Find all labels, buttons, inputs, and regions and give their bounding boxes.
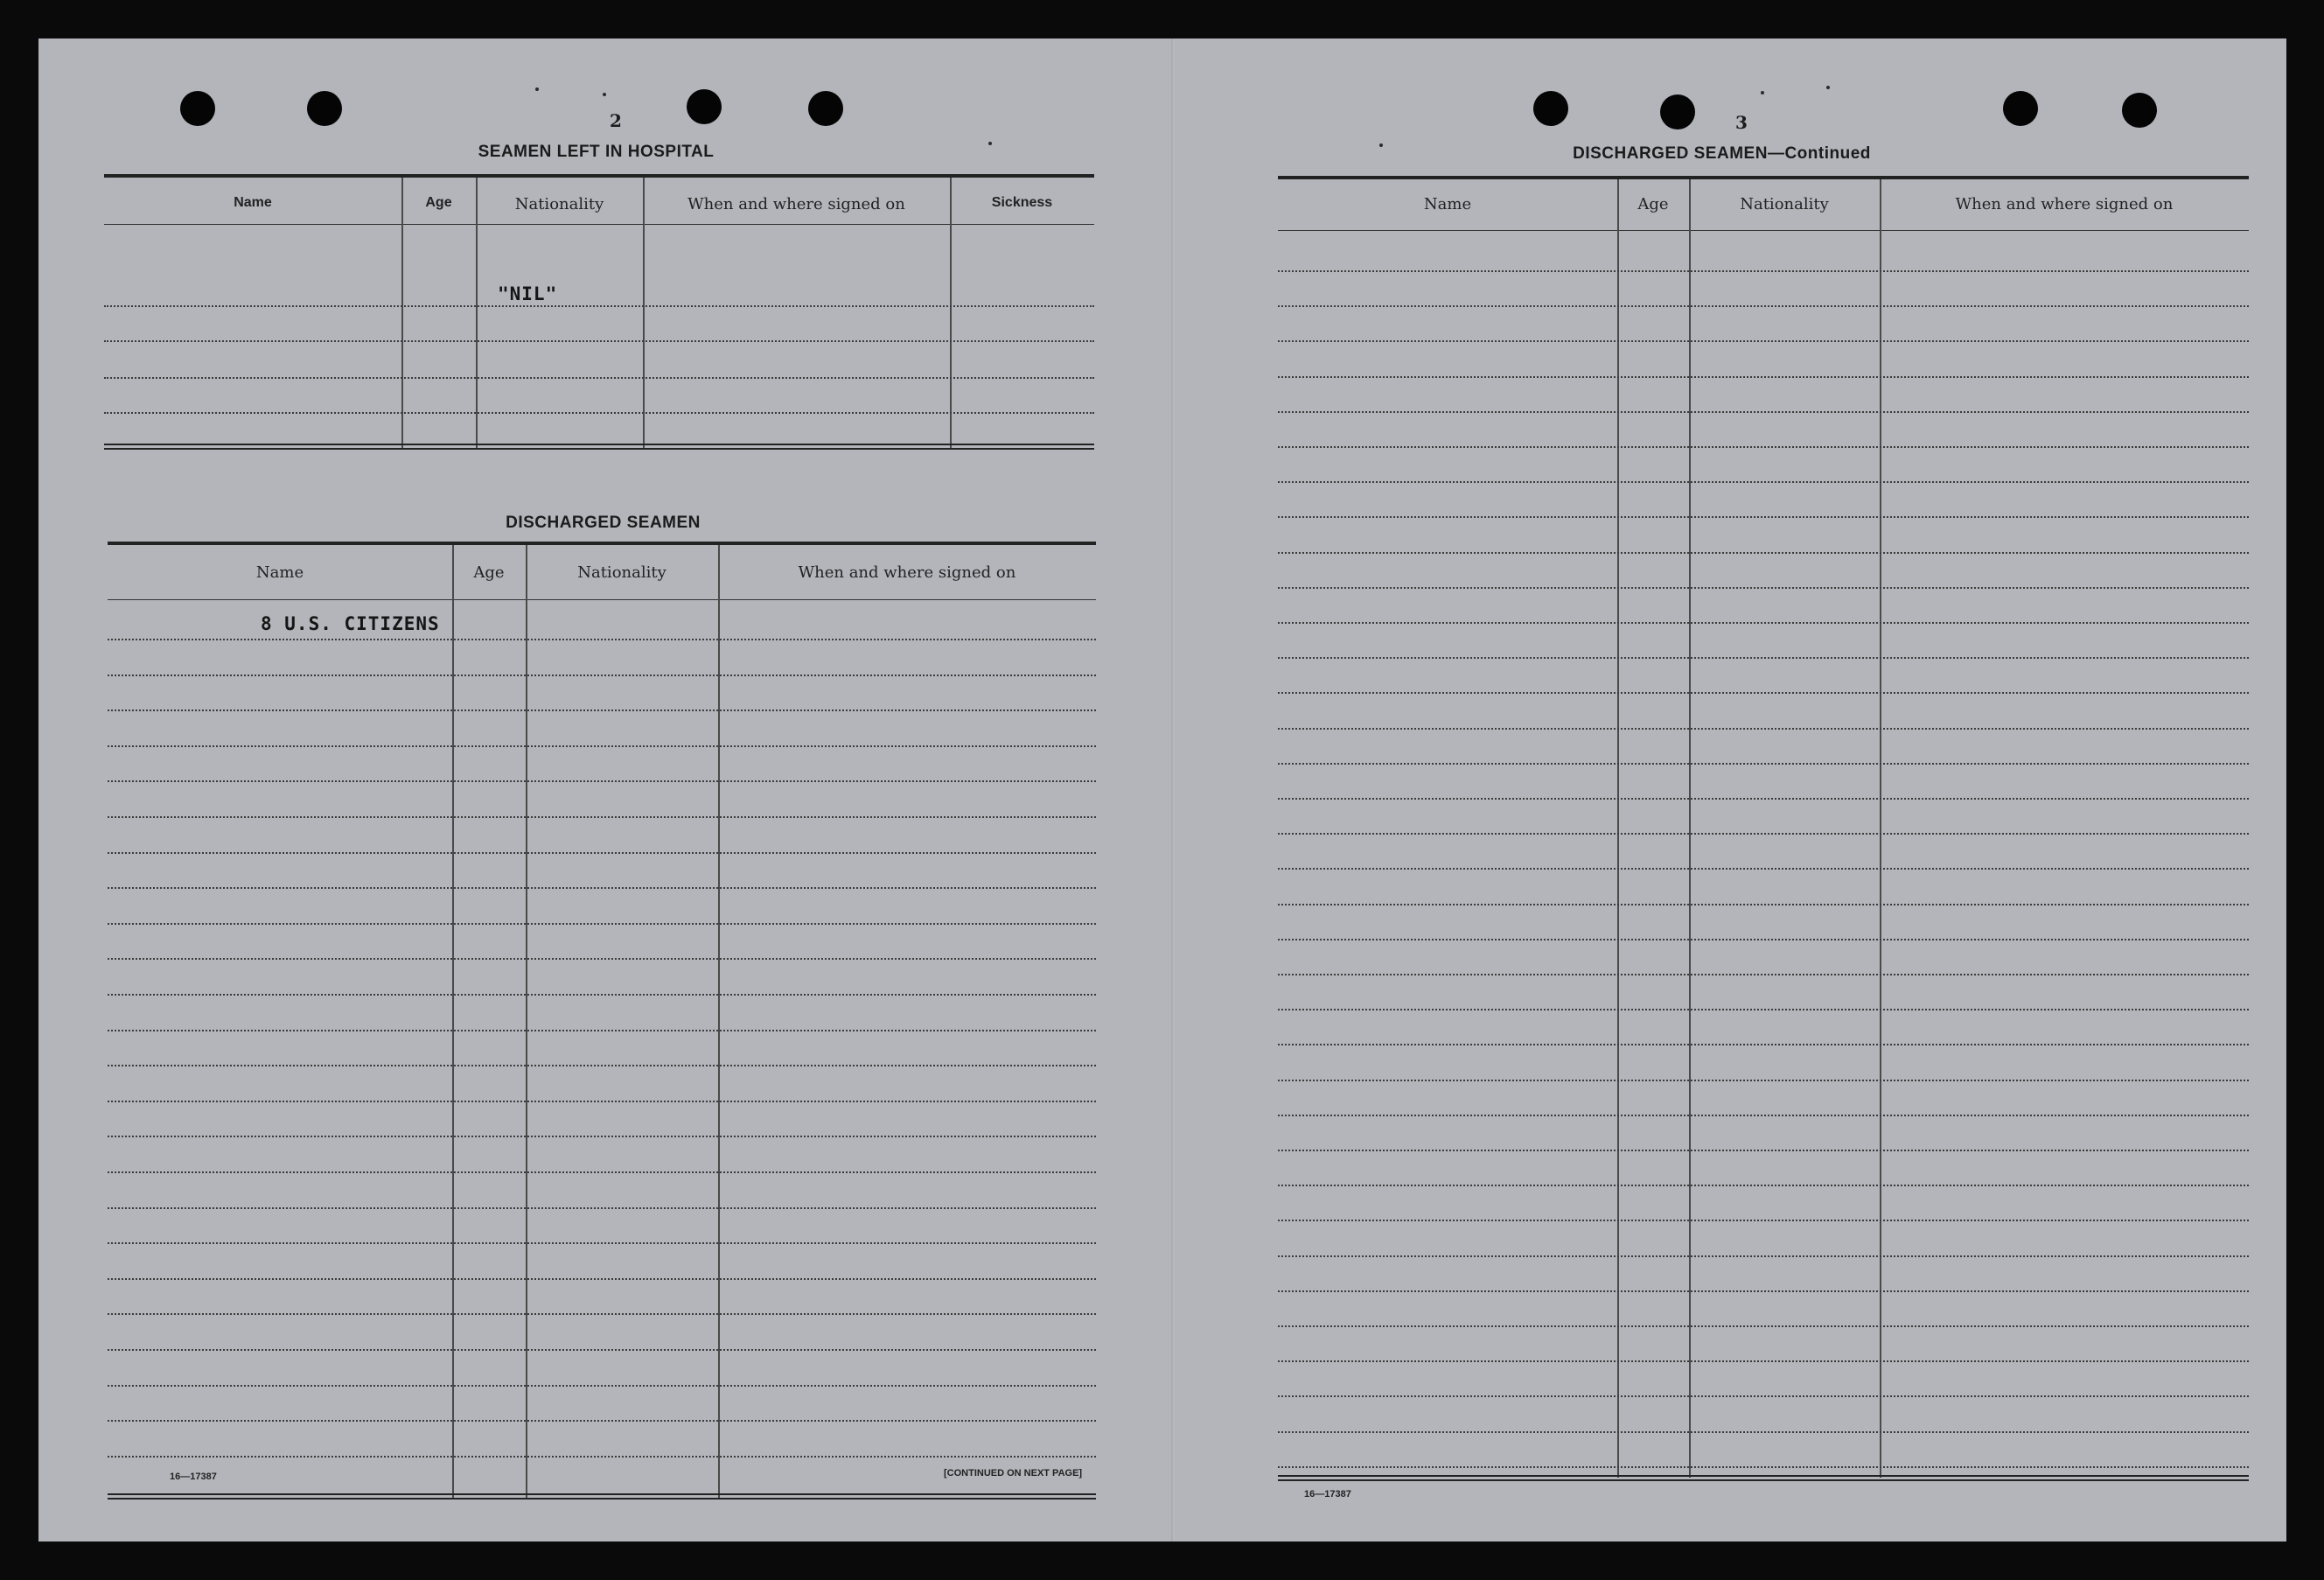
section-title-discharged: DISCHARGED SEAMEN: [506, 514, 701, 532]
speck: [1826, 86, 1830, 89]
table-row-line: [1278, 692, 2249, 694]
form-number: 16—17387: [170, 1472, 217, 1482]
table-bottom-rule: [108, 1493, 1096, 1500]
table-row-line: [1278, 868, 2249, 870]
table-row-line: [108, 1171, 1096, 1173]
table-row-line: [1278, 552, 2249, 554]
header-rule: [1278, 230, 2249, 231]
table-row-line: [1278, 1290, 2249, 1292]
table-row-line: [1278, 1220, 2249, 1221]
column-divider: [526, 545, 527, 1499]
table-row-line: [1278, 833, 2249, 835]
table-bottom-rule: [1278, 1475, 2249, 1481]
document-sheet: [38, 38, 2286, 1542]
table-row-line: [108, 958, 1096, 960]
table-row-line: [108, 1065, 1096, 1066]
table-row-line: [108, 675, 1096, 676]
table-row-line: [104, 377, 1094, 379]
column-divider: [950, 178, 952, 448]
column-header-age: Age: [1637, 195, 1669, 213]
table-row-line: [108, 1420, 1096, 1422]
table-row-line: [108, 994, 1096, 996]
table-row-line: [1278, 516, 2249, 518]
table-row-line: [1278, 904, 2249, 905]
right-page: [1175, 38, 2286, 1542]
speck: [535, 87, 539, 91]
punch-hole: [180, 91, 215, 126]
table-row-line: [108, 1313, 1096, 1315]
column-divider: [1617, 179, 1619, 1478]
column-header-age: Age: [425, 195, 452, 210]
table-row-line: [108, 1101, 1096, 1102]
table-row-line: [1278, 974, 2249, 975]
column-header-signed-on: When and where signed on: [687, 195, 905, 213]
column-divider: [1689, 179, 1691, 1478]
table-row-line: [1278, 728, 2249, 730]
table-row-line: [1278, 1009, 2249, 1010]
column-header-nationality: Nationality: [577, 563, 666, 582]
table-row-line: [108, 1385, 1096, 1387]
discharged-continued-table: [1278, 176, 2249, 1486]
column-header-nationality: Nationality: [514, 195, 604, 213]
punch-hole: [687, 89, 722, 124]
column-divider: [452, 545, 454, 1499]
table-row-line: [1278, 1395, 2249, 1397]
table-top-rule: [104, 174, 1094, 178]
table-row-line: [108, 923, 1096, 925]
table-bottom-rule: [104, 444, 1094, 450]
column-header-name: Name: [1423, 195, 1472, 213]
section-title-suffix: —Continued: [1767, 144, 1871, 163]
table-row-line: [1278, 1360, 2249, 1362]
table-row-line: [108, 780, 1096, 782]
table-top-rule: [108, 542, 1096, 545]
section-title-discharged-continued: [1166, 144, 2278, 164]
table-row-line: [1278, 1115, 2249, 1116]
column-header-nationality: Nationality: [1740, 195, 1829, 213]
continued-note: [CONTINUED ON NEXT PAGE]: [944, 1468, 1083, 1479]
column-header-signed-on: When and where signed on: [798, 563, 1016, 582]
table-row-line: [108, 1242, 1096, 1244]
table-row-line: [1278, 411, 2249, 413]
nil-entry: "NIL": [498, 283, 558, 304]
table-row-line: [108, 1349, 1096, 1351]
table-row-line: [108, 1136, 1096, 1137]
table-row-line: [1278, 1150, 2249, 1151]
hospital-table: [104, 174, 1094, 458]
section-title-hospital: SEAMEN LEFT IN HOSPITAL: [478, 143, 715, 161]
column-divider: [476, 178, 478, 448]
table-row-line: [108, 639, 1096, 640]
table-row-line: [1278, 270, 2249, 272]
table-row-line: [1278, 1255, 2249, 1257]
table-row-line: [108, 710, 1096, 711]
table-row-line: [108, 1456, 1096, 1458]
table-row-line: [1278, 798, 2249, 800]
page-number: 3: [1735, 112, 1748, 133]
punch-hole: [2122, 93, 2157, 128]
speck: [603, 93, 606, 96]
table-row-line: [108, 745, 1096, 747]
table-row-line: [1278, 446, 2249, 448]
header-rule: [108, 599, 1096, 600]
table-row-line: [1278, 587, 2249, 589]
column-header-signed-on: When and where signed on: [1955, 195, 2174, 213]
table-row-line: [108, 1030, 1096, 1031]
table-row-line: [1278, 1080, 2249, 1081]
table-row-line: [1278, 657, 2249, 659]
punch-hole: [2003, 91, 2038, 126]
table-row-line: [108, 887, 1096, 889]
table-top-rule: [1278, 176, 2249, 179]
table-row-line: [1278, 1325, 2249, 1327]
table-row-line: [1278, 763, 2249, 765]
punch-hole: [1660, 94, 1695, 129]
table-row-line: [1278, 340, 2249, 342]
header-rule: [104, 224, 1094, 225]
column-divider: [718, 545, 720, 1499]
table-row-line: [104, 412, 1094, 414]
table-row-line: [108, 816, 1096, 818]
column-header-name: Name: [234, 195, 272, 210]
column-divider: [1880, 179, 1881, 1478]
table-row-line: [1278, 1466, 2249, 1468]
table-row-line: [1278, 1185, 2249, 1186]
form-number: 16—17387: [1304, 1489, 1351, 1500]
table-row-line: [1278, 622, 2249, 624]
discharged-table: [108, 542, 1096, 1504]
section-title-text: DISCHARGED SEAMEN: [1573, 144, 1768, 163]
speck: [1761, 91, 1764, 94]
column-divider: [643, 178, 645, 448]
column-header-name: Name: [255, 563, 304, 582]
table-row-line: [108, 1207, 1096, 1209]
punch-hole: [1533, 91, 1568, 126]
punch-hole: [307, 91, 342, 126]
table-row-line: [1278, 305, 2249, 307]
page-number: 2: [610, 110, 622, 131]
column-header-sickness: Sickness: [991, 195, 1053, 210]
table-row-line: [1278, 481, 2249, 483]
column-header-age: Age: [473, 563, 505, 582]
table-row-line: [104, 305, 1094, 307]
table-row-line: [1278, 376, 2249, 378]
table-row-line: [104, 340, 1094, 342]
table-row-line: [1278, 939, 2249, 940]
table-row-line: [1278, 1431, 2249, 1433]
column-divider: [401, 178, 403, 448]
citizens-entry: 8 U.S. CITIZENS: [261, 613, 440, 634]
left-page: [38, 38, 1171, 1542]
table-row-line: [108, 1278, 1096, 1280]
punch-hole: [808, 91, 843, 126]
table-row-line: [108, 852, 1096, 854]
table-row-line: [1278, 1044, 2249, 1045]
